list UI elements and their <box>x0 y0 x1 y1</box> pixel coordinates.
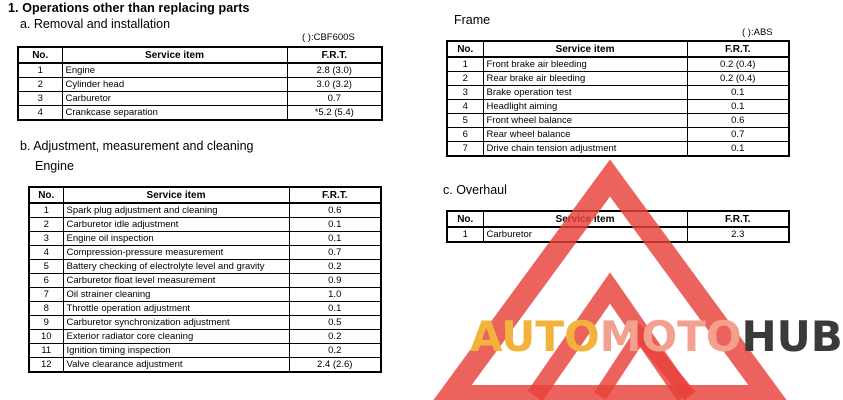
row-frt: 2.3 <box>687 227 789 242</box>
row-frt: *5.2 (5.4) <box>287 106 382 121</box>
row-no: 8 <box>29 302 63 316</box>
row-frt: 0.6 <box>687 114 789 128</box>
section-a-note: ( ):CBF600S <box>302 32 355 43</box>
row-item: Rear brake air bleeding <box>483 72 687 86</box>
row-frt: 0.1 <box>289 218 381 232</box>
overhaul-table <box>446 210 790 243</box>
row-item: Front brake air bleeding <box>483 57 687 72</box>
row-no: 2 <box>29 218 63 232</box>
row-item: Carburetor <box>483 227 687 242</box>
row-item: Drive chain tension adjustment <box>483 142 687 157</box>
header-service-item: Service item <box>483 41 687 57</box>
row-item: Rear wheel balance <box>483 128 687 142</box>
row-frt: 2.8 (3.0) <box>287 63 382 78</box>
table-row <box>29 260 381 274</box>
header-frt: F.R.T. <box>687 41 789 57</box>
row-no: 5 <box>29 260 63 274</box>
row-item: Carburetor float level measurement <box>63 274 289 288</box>
row-frt: 0.2 (0.4) <box>687 57 789 72</box>
row-item: Front wheel balance <box>483 114 687 128</box>
row-no: 11 <box>29 344 63 358</box>
row-item: Compression-pressure measurement <box>63 246 289 260</box>
watermark-hub: HUB <box>741 312 843 361</box>
row-frt: 0.7 <box>687 128 789 142</box>
watermark-moto: MOTO <box>599 312 742 361</box>
table-row <box>29 274 381 288</box>
header-frt: F.R.T. <box>289 187 381 203</box>
row-frt: 1.0 <box>289 288 381 302</box>
row-item: Cylinder head <box>62 78 287 92</box>
row-frt: 0.1 <box>687 142 789 157</box>
row-no: 6 <box>447 128 483 142</box>
page-heading: 1. Operations other than replacing parts <box>8 1 250 15</box>
row-frt: 0.2 <box>289 330 381 344</box>
table-row <box>29 232 381 246</box>
row-no: 3 <box>18 92 62 106</box>
table-row <box>29 330 381 344</box>
header-service-item: Service item <box>62 47 287 63</box>
row-no: 4 <box>18 106 62 121</box>
row-no: 1 <box>18 63 62 78</box>
row-frt: 0.7 <box>289 246 381 260</box>
table-row <box>29 302 381 316</box>
row-item: Carburetor synchronization adjustment <box>63 316 289 330</box>
section-b-subtitle: Engine <box>35 159 74 173</box>
table-row <box>447 114 789 128</box>
table-row <box>18 92 382 106</box>
header-no: No. <box>447 41 483 57</box>
adjustment-engine-table <box>28 186 382 373</box>
row-item: Crankcase separation <box>62 106 287 121</box>
table-row <box>447 72 789 86</box>
table-header-row <box>447 211 789 227</box>
table-row <box>29 288 381 302</box>
row-no: 6 <box>29 274 63 288</box>
row-no: 10 <box>29 330 63 344</box>
row-item: Carburetor idle adjustment <box>63 218 289 232</box>
row-frt: 0.1 <box>289 302 381 316</box>
table-row <box>447 128 789 142</box>
row-item: Valve clearance adjustment <box>63 358 289 373</box>
table-header-row <box>18 47 382 63</box>
row-no: 2 <box>18 78 62 92</box>
row-no: 9 <box>29 316 63 330</box>
section-a-title: a. Removal and installation <box>20 17 171 31</box>
table-row <box>447 100 789 114</box>
row-frt: 2.4 (2.6) <box>289 358 381 373</box>
watermark-auto: AUTO <box>470 312 600 361</box>
table-header-row <box>447 41 789 57</box>
row-item: Brake operation test <box>483 86 687 100</box>
section-c-title: c. Overhaul <box>443 183 507 197</box>
row-no: 1 <box>447 227 483 242</box>
header-no: No. <box>29 187 63 203</box>
row-no: 12 <box>29 358 63 373</box>
table-row <box>447 57 789 72</box>
header-no: No. <box>447 211 483 227</box>
row-frt: 0.2 <box>289 344 381 358</box>
row-frt: 0.1 <box>289 232 381 246</box>
watermark-brand-text <box>470 312 843 361</box>
row-item: Ignition timing inspection <box>63 344 289 358</box>
row-frt: 0.2 (0.4) <box>687 72 789 86</box>
table-row <box>29 203 381 218</box>
row-frt: 3.0 (3.2) <box>287 78 382 92</box>
header-frt: F.R.T. <box>287 47 382 63</box>
table-row <box>18 63 382 78</box>
row-item: Carburetor <box>62 92 287 106</box>
table-row <box>447 227 789 242</box>
table-row <box>29 358 381 373</box>
row-no: 5 <box>447 114 483 128</box>
table-row <box>18 78 382 92</box>
row-item: Headlight aiming <box>483 100 687 114</box>
row-no: 7 <box>29 288 63 302</box>
header-service-item: Service item <box>63 187 289 203</box>
table-row <box>29 344 381 358</box>
row-item: Engine oil inspection <box>63 232 289 246</box>
row-item: Exterior radiator core cleaning <box>63 330 289 344</box>
row-frt: 0.2 <box>289 260 381 274</box>
row-frt: 0.1 <box>687 100 789 114</box>
row-item: Engine <box>62 63 287 78</box>
row-frt: 0.6 <box>289 203 381 218</box>
row-no: 7 <box>447 142 483 157</box>
row-frt: 0.9 <box>289 274 381 288</box>
row-item: Battery checking of electrolyte level and gravity <box>63 260 289 274</box>
row-no: 1 <box>29 203 63 218</box>
section-b-title: b. Adjustment, measurement and cleaning <box>20 139 254 153</box>
row-item: Spark plug adjustment and cleaning <box>63 203 289 218</box>
header-service-item: Service item <box>483 211 687 227</box>
table-row <box>447 86 789 100</box>
table-row <box>29 218 381 232</box>
table-row <box>29 246 381 260</box>
row-frt: 0.1 <box>687 86 789 100</box>
removal-installation-table <box>17 46 383 121</box>
row-no: 1 <box>447 57 483 72</box>
row-no: 2 <box>447 72 483 86</box>
table-header-row <box>29 187 381 203</box>
row-no: 3 <box>447 86 483 100</box>
header-no: No. <box>18 47 62 63</box>
frame-title: Frame <box>454 13 491 27</box>
row-item: Throttle operation adjustment <box>63 302 289 316</box>
row-no: 4 <box>447 100 483 114</box>
row-no: 4 <box>29 246 63 260</box>
row-frt: 0.5 <box>289 316 381 330</box>
row-item: Oil strainer cleaning <box>63 288 289 302</box>
frame-table <box>446 40 790 157</box>
row-no: 3 <box>29 232 63 246</box>
header-frt: F.R.T. <box>687 211 789 227</box>
table-row <box>447 142 789 157</box>
table-row <box>18 106 382 121</box>
frame-note: ( ):ABS <box>742 27 773 38</box>
table-row <box>29 316 381 330</box>
row-frt: 0.7 <box>287 92 382 106</box>
